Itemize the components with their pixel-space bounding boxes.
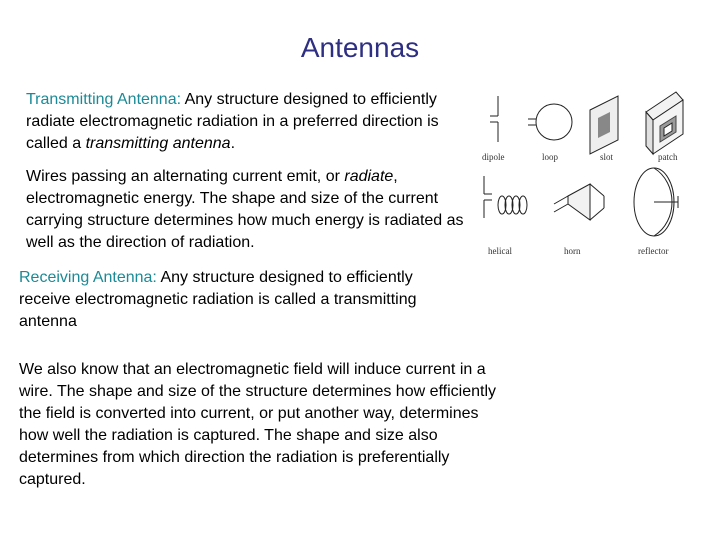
horn-antenna-drawing bbox=[554, 184, 604, 220]
patch-label: patch bbox=[658, 152, 678, 162]
slot-label: slot bbox=[600, 152, 614, 162]
wires-paragraph bbox=[26, 166, 476, 254]
patch-antenna-drawing bbox=[646, 92, 683, 154]
antenna-types-figure bbox=[478, 88, 688, 263]
slot-antenna-drawing bbox=[590, 96, 618, 154]
transmitting-text-before: Any structure designed to efficiently radiate electromagnetic radiation in a preferred direction is called a bbox=[26, 91, 439, 152]
radiate-term: radiate bbox=[344, 168, 394, 185]
wires-text-after: , electromagnetic energy. The shape and size of the current carrying structure determines how much energy is radiated as well as the direction of radiation. bbox=[26, 168, 464, 251]
dipole-label: dipole bbox=[482, 152, 505, 162]
induction-paragraph: We also know that an electromagnetic field will induce current in a wire. The shape and size of the structure determines how efficiently the field is converted into current, or put another way, determines how well the radiation is captured. The shape and size also determines from which direction the radiation is preferentially captured. bbox=[19, 361, 496, 488]
receiving-antenna-label: Receiving Antenna: bbox=[19, 269, 157, 286]
helical-antenna-drawing bbox=[484, 176, 527, 218]
horn-label: horn bbox=[564, 246, 581, 256]
transmitting-antenna-label: Transmitting Antenna: bbox=[26, 91, 182, 108]
receiving-antenna-paragraph bbox=[19, 267, 449, 333]
loop-label: loop bbox=[542, 152, 559, 162]
reflector-label: reflector bbox=[638, 246, 669, 256]
loop-antenna-drawing bbox=[528, 104, 572, 140]
receiving-text: Any structure designed to efficiently receive electromagnetic radiation is called a transmitting antenna bbox=[19, 269, 417, 330]
transmitting-text-after: . bbox=[230, 135, 236, 152]
reflector-antenna-drawing bbox=[634, 168, 678, 236]
antenna-diagram bbox=[478, 88, 688, 263]
dipole-antenna-drawing bbox=[490, 96, 498, 142]
transmitting-term: transmitting antenna bbox=[85, 135, 231, 152]
wires-text-before: Wires passing an alternating current emit, or bbox=[26, 168, 345, 185]
transmitting-antenna-paragraph bbox=[26, 89, 466, 155]
page-title: Antennas bbox=[300, 32, 420, 63]
helical-label: helical bbox=[488, 246, 512, 256]
